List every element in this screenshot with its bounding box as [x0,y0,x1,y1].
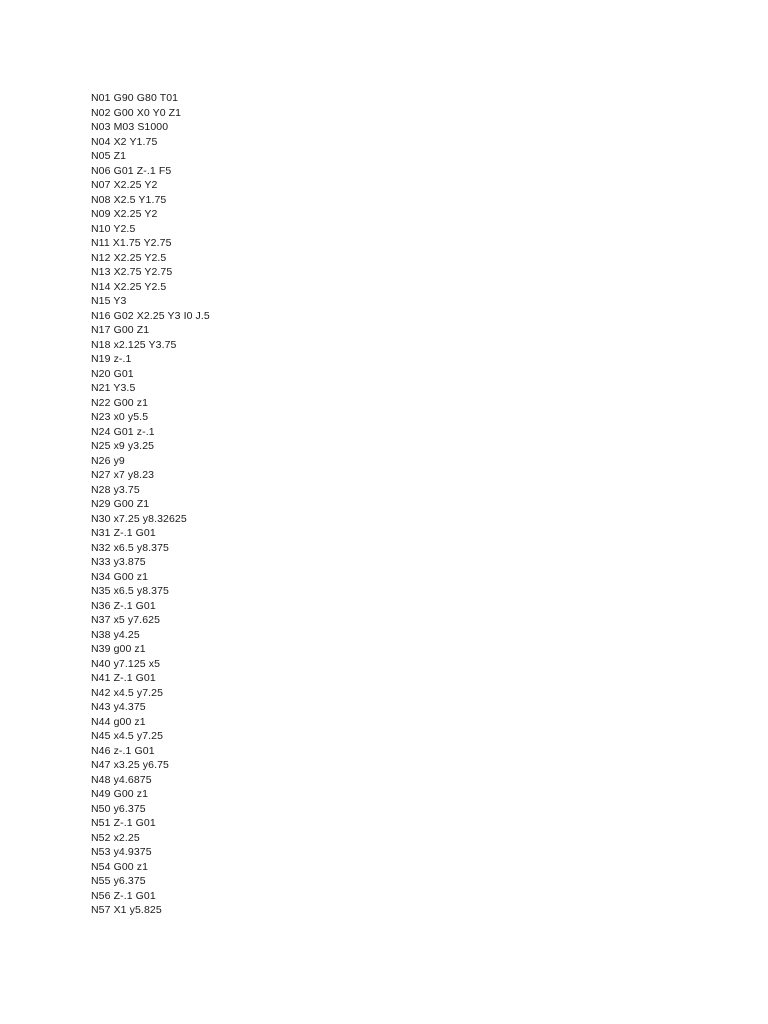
code-line: N48 y4.6875 [91,773,152,786]
code-line: N47 x3.25 y6.75 [91,759,169,771]
code-line: N24 G01 z-.1 [91,425,155,438]
code-line: N30 x7.25 y8.32625 [91,512,187,525]
code-line: N35 x6.5 y8.375 [91,585,169,597]
code-line: N19 z-.1 [91,353,132,365]
code-line: N15 Y3 [91,295,127,307]
code-line: N36 Z-.1 G01 [91,599,156,612]
code-line: N06 G01 Z-.1 F5 [91,164,172,177]
code-line: N31 Z-.1 G01 [91,527,156,539]
code-line: N23 x0 y5.5 [91,411,149,423]
code-line: N02 G00 X0 Y0 Z1 [91,106,182,119]
code-line: N17 G00 Z1 [91,324,150,336]
code-line: N39 g00 z1 [91,643,146,655]
code-line: N42 x4.5 y7.25 [91,686,164,699]
code-line: N16 G02 X2.25 Y3 I0 J.5 [91,309,210,322]
code-line: N49 G00 z1 [91,788,149,800]
code-line: N04 X2 Y1.75 [91,135,158,148]
code-line: N09 X2.25 Y2 [91,208,158,220]
code-line: N29 G00 Z1 [91,498,150,510]
code-line: N52 x2.25 [91,831,140,844]
code-line: N38 y4.25 [91,628,140,641]
code-line: N07 X2.25 Y2 [91,179,158,191]
code-line: N33 y3.875 [91,556,146,568]
code-line: N03 M03 S1000 [91,121,169,133]
code-line: N08 X2.5 Y1.75 [91,193,167,206]
code-line: N37 x5 y7.625 [91,614,161,626]
code-line: N12 X2.25 Y2.5 [91,251,167,264]
gcode-listing [91,91,210,918]
code-line: N53 y4.9375 [91,846,152,858]
code-line: N27 x7 y8.23 [91,469,155,481]
code-line: N10 Y2.5 [91,222,136,235]
code-line: N41 Z-.1 G01 [91,672,156,684]
code-line: N05 Z1 [91,150,127,162]
code-line: N13 X2.75 Y2.75 [91,266,173,278]
code-line: N22 G00 z1 [91,396,149,409]
code-line: N56 Z-.1 G01 [91,889,156,902]
code-line: N25 x9 y3.25 [91,440,155,452]
code-line: N51 Z-.1 G01 [91,817,156,829]
code-line: N26 y9 [91,454,125,467]
code-line: N18 x2.125 Y3.75 [91,338,177,351]
code-line: N14 X2.25 Y2.5 [91,280,167,293]
code-line: N43 y4.375 [91,701,146,713]
code-line: N21 Y3.5 [91,382,136,394]
code-line: N28 y3.75 [91,483,140,496]
code-line: N50 y6.375 [91,802,146,815]
code-line: N34 G00 z1 [91,570,149,583]
code-line: N55 y6.375 [91,875,146,887]
code-line: N44 g00 z1 [91,715,146,728]
code-line: N20 G01 [91,367,134,380]
code-line: N32 x6.5 y8.375 [91,541,169,554]
code-line: N45 x4.5 y7.25 [91,730,164,742]
code-line: N40 y7.125 x5 [91,657,161,670]
code-line: N46 z-.1 G01 [91,744,155,757]
code-line: N57 X1 y5.825 [91,904,162,916]
code-line: N01 G90 G80 T01 [91,92,179,104]
code-line: N11 X1.75 Y2.75 [91,237,172,249]
code-line: N54 G00 z1 [91,860,149,873]
